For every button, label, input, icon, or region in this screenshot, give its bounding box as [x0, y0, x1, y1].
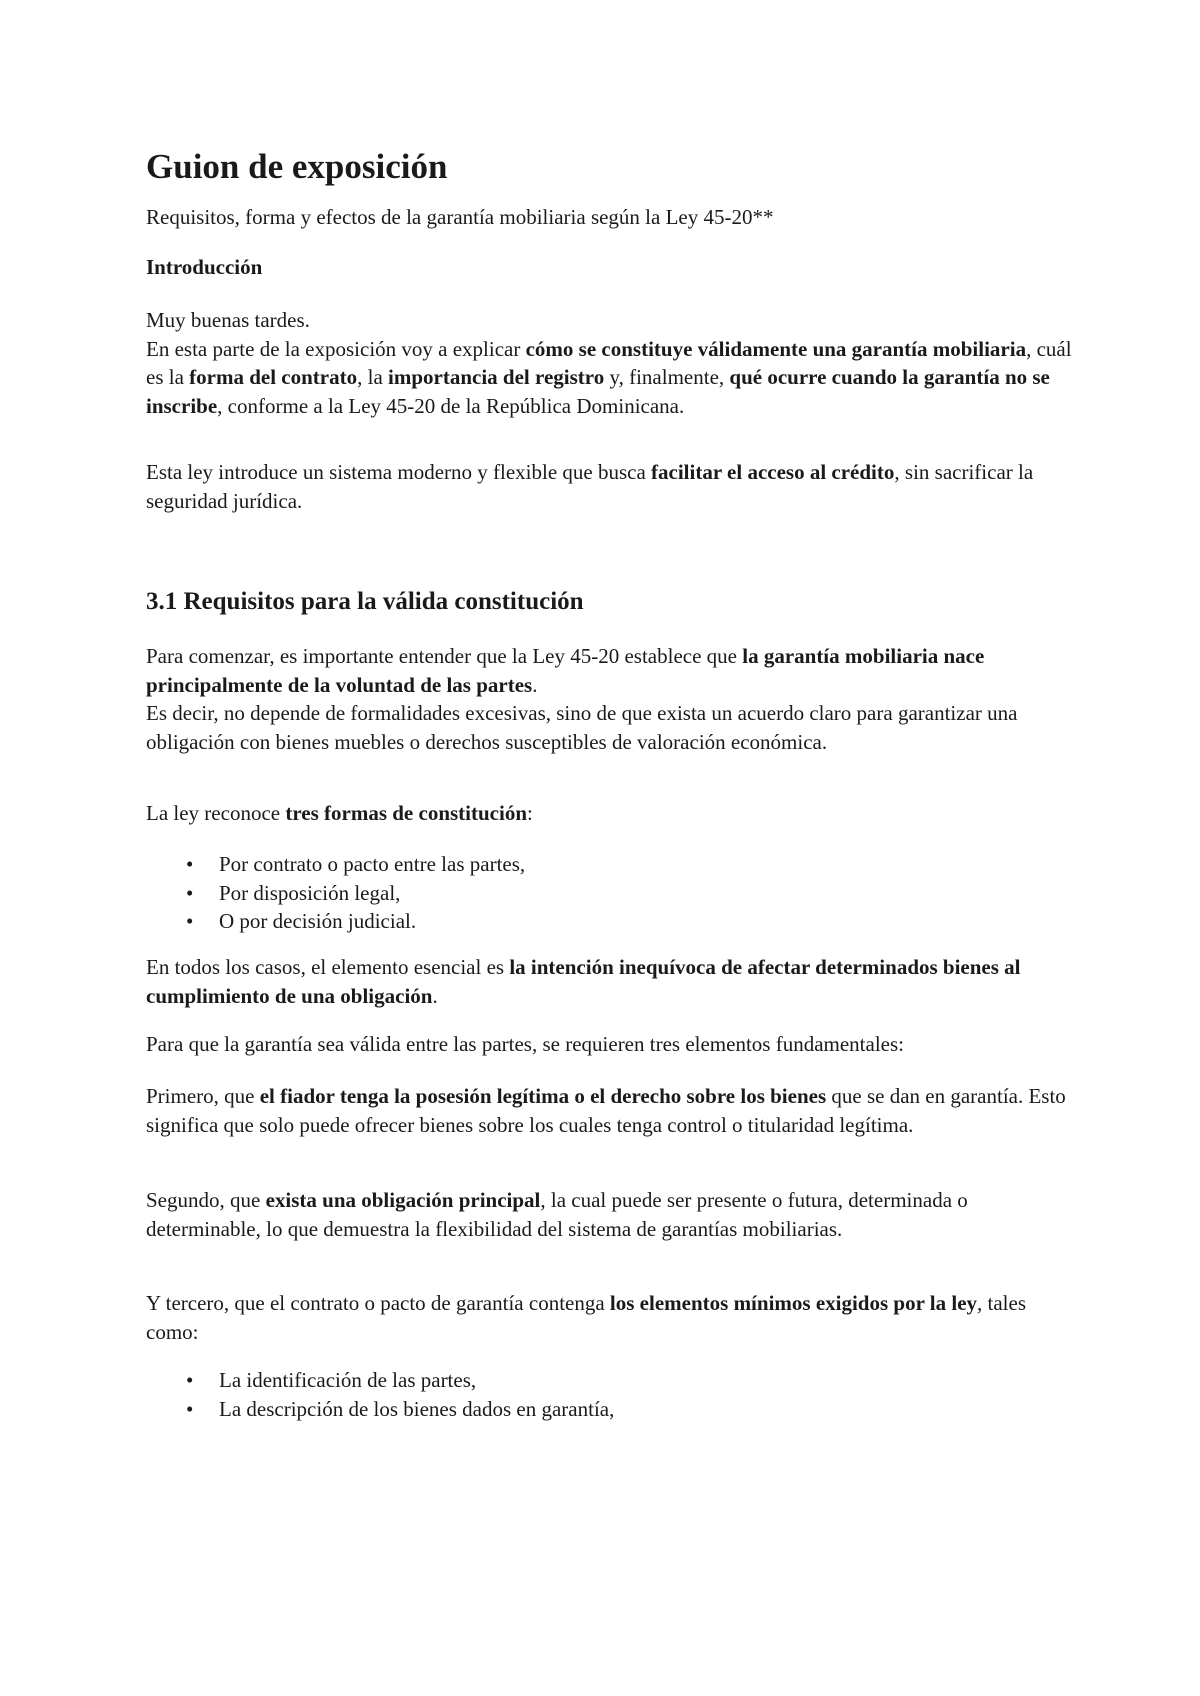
section-heading-3-1: 3.1 Requisitos para la válida constitución: [146, 588, 584, 615]
list-item: • La identificación de las partes,: [186, 1368, 477, 1392]
list-item: • La descripción de los bienes dados en garantía,: [186, 1396, 615, 1421]
intro-paragraph-1: Muy buenas tardes. En esta parte de la exposición voy a explicar cómo se constituye válidamente una garantía mobiliaria, cuál es la forma del contrato, la importancia del registro y, finalmente, qué ocurre cuando la garantía no se inscribe, conforme a la Ley 45-20 de la República Dominicana.: [146, 308, 1072, 418]
page-title: Guion de exposición: [146, 147, 448, 186]
section-paragraph-5: Primero, que el fiador tenga la posesión legítima o el derecho sobre los bienes que se dan en garantía. Esto significa que solo puede ofrecer bienes sobre los cuales tenga control o titularidad legítima.: [146, 1084, 1066, 1137]
section-paragraph-2: La ley reconoce tres formas de constitución:: [146, 801, 533, 825]
section-paragraph-4: Para que la garantía sea válida entre las partes, se requieren tres elementos fundamentales:: [146, 1032, 904, 1056]
section-paragraph-6: Segundo, que exista una obligación principal, la cual puede ser presente o futura, determinada o determinable, lo que demuestra la flexibilidad del sistema de garantías mobiliarias.: [146, 1188, 968, 1241]
list-item: • Por contrato o pacto entre las partes,: [186, 852, 526, 876]
section-paragraph-7: Y tercero, que el contrato o pacto de garantía contenga los elementos mínimos exigidos por la ley, tales como:: [146, 1291, 1027, 1344]
section-paragraph-3: En todos los casos, el elemento esencial es la intención inequívoca de afectar determinados bienes al cumplimiento de una obligación.: [146, 955, 1021, 1008]
constitution-forms-list: [146, 850, 525, 936]
greeting: Muy buenas tardes.: [146, 308, 310, 332]
intro-paragraph-2: Esta ley introduce un sistema moderno y flexible que busca facilitar el acceso al crédito, sin sacrificar la seguridad jurídica.: [146, 460, 1034, 513]
list-item: • O por decisión judicial.: [186, 909, 417, 933]
minimum-elements-list: [146, 1366, 614, 1423]
section-paragraph-1: Para comenzar, es importante entender que la Ley 45-20 establece que la garantía mobiliaria nace principalmente de la voluntad de las partes. Es decir, no depende de formalidades excesivas, sino de que exista un acuerdo claro para garantizar una obligación con bienes muebles o derechos susceptibles de valoración económica.: [146, 644, 1018, 754]
subtitle: Requisitos, forma y efectos de la garantía mobiliaria según la Ley 45-20**: [146, 205, 774, 229]
list-item: • Por disposición legal,: [186, 880, 401, 905]
intro-heading: Introducción: [146, 255, 263, 279]
